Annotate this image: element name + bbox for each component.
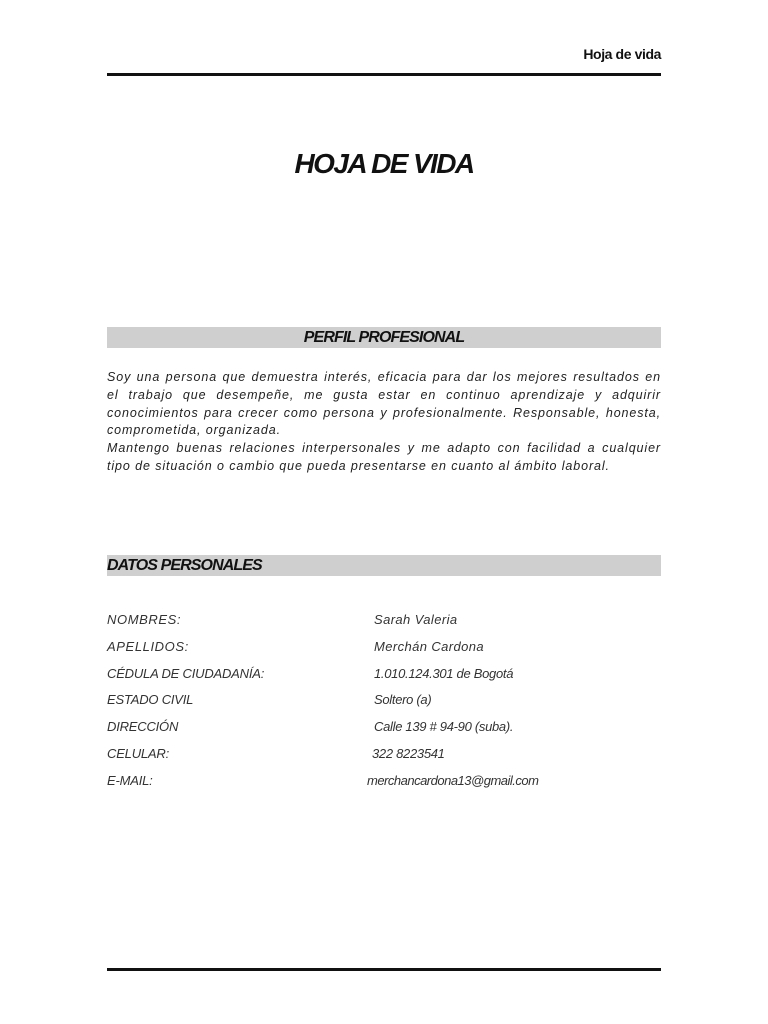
data-label: DIRECCIÓN (107, 719, 179, 734)
document-title: HOJA DE VIDA (294, 148, 474, 179)
data-row-nombres (107, 612, 661, 632)
data-row-estado-civil (107, 692, 661, 712)
data-label: ESTADO CIVIL (107, 692, 194, 707)
data-label: CÉDULA DE CIUDADANÍA: (107, 666, 265, 681)
section-heading-perfil: PERFIL PROFESIONAL (107, 327, 661, 348)
data-label: CELULAR: (107, 746, 169, 761)
data-label: NOMBRES: (107, 612, 182, 627)
page-header-label: Hoja de vida (583, 46, 661, 62)
data-value: merchancardona13@gmail.com (367, 773, 539, 788)
data-value: 1.010.124.301 de Bogotá (374, 666, 514, 681)
data-row-celular (107, 746, 661, 766)
data-value: Soltero (a) (374, 692, 432, 707)
data-row-cedula (107, 666, 661, 686)
data-value: 322 8223541 (372, 746, 445, 761)
footer-rule (107, 968, 661, 971)
data-label: APELLIDOS: (107, 639, 189, 654)
header-rule (107, 73, 661, 76)
data-label: E-MAIL: (107, 773, 153, 788)
profile-paragraph-2: Mantengo buenas relaciones interpersonales y me adapto con facilidad a cualquier tipo de situación o cambio que pueda presentarse en cuanto al ámbito laboral. (107, 441, 661, 473)
data-row-apellidos (107, 639, 661, 659)
data-value: Merchán Cardona (374, 639, 485, 654)
profile-text (107, 369, 661, 476)
data-value: Sarah Valeria (374, 612, 458, 627)
profile-paragraph-1: Soy una persona que demuestra interés, eficacia para dar los mejores resultados en el trabajo que desempeñe, me gusta estar en continuo aprendizaje y adquirir conocimientos para crecer como persona y profesionalmente. Responsable, honesta, comprometida, organizada. (107, 370, 661, 438)
data-value: Calle 139 # 94-90 (suba). (374, 719, 514, 734)
data-row-direccion (107, 719, 661, 739)
data-row-email (107, 773, 661, 793)
section-heading-datos: DATOS PERSONALES (107, 555, 661, 576)
